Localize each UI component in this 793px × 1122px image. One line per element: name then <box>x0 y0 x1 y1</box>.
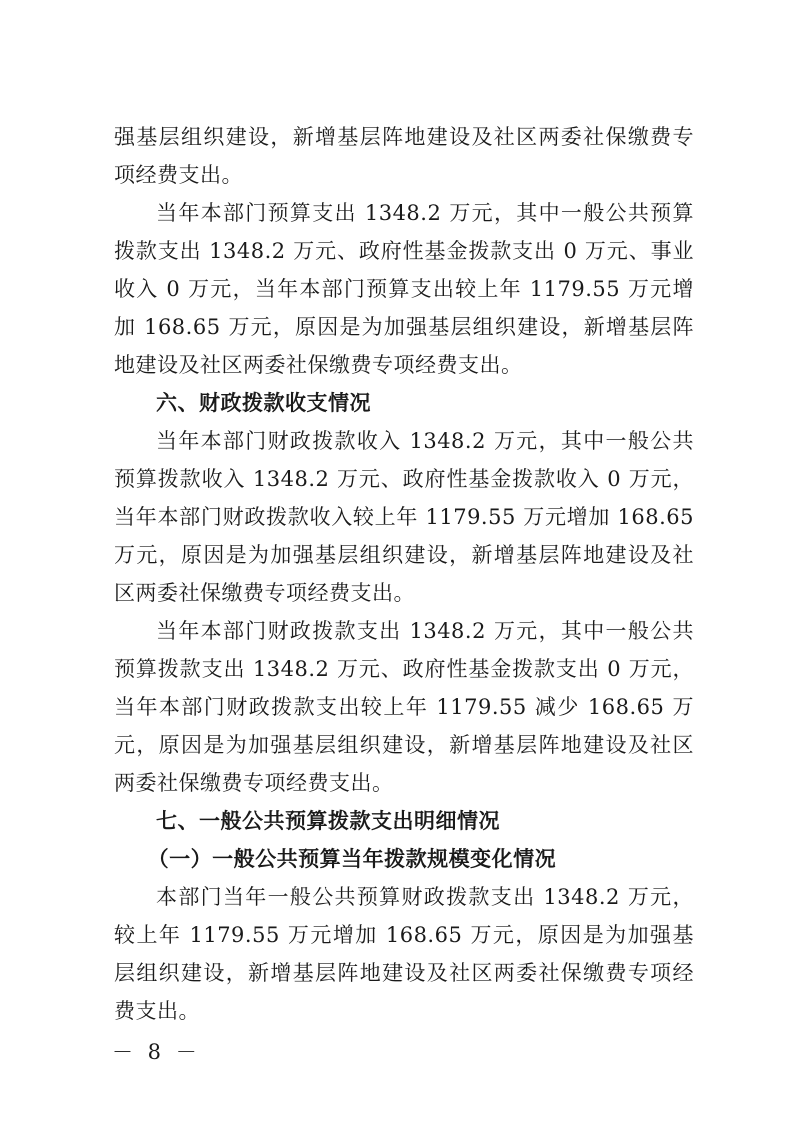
document-body <box>114 118 694 1030</box>
paragraph-continued: 强基层组织建设，新增基层阵地建设及社区两委社保缴费专项经费支出。 <box>114 125 694 187</box>
section-heading-6: 六、财政拨款收支情况 <box>156 391 371 415</box>
page-number: － 8 － <box>112 1040 201 1064</box>
paragraph-budget-expenditure: 当年本部门预算支出 1348.2 万元，其中一般公共预算拨款支出 1348.2 万元、政府性基金拨款支出 0 万元、事业收入 0 万元，当年本部门预算支出较上年 1179.55 万元增加 168.65 万元，原因是为加强基层组织建设，新增基层阵地建设及社区两委社保缴费专项经费支出。 <box>114 201 694 377</box>
paragraph-general-budget-change: 本部门当年一般公共预算财政拨款支出 1348.2 万元，较上年 1179.55 万元增加 168.65 万元，原因是为加强基层组织建设，新增基层阵地建设及社区两委社保缴费专项经费支出。 <box>114 885 694 1023</box>
subsection-heading-1: （一）一般公共预算当年拨款规模变化情况 <box>147 846 557 871</box>
section-heading-7: 七、一般公共预算拨款支出明细情况 <box>156 809 500 833</box>
paragraph-fiscal-income: 当年本部门财政拨款收入 1348.2 万元，其中一般公共预算拨款收入 1348.2 万元、政府性基金拨款收入 0 万元，当年本部门财政拨款收入较上年 1179.55 万元增加 168.65 万元，原因是为加强基层组织建设，新增基层阵地建设及社区两委社保缴费专项经费支出。 <box>114 429 694 605</box>
paragraph-fiscal-expenditure: 当年本部门财政拨款支出 1348.2 万元，其中一般公共预算拨款支出 1348.2 万元、政府性基金拨款支出 0 万元，当年本部门财政拨款支出较上年 1179.55 减少 168.65 万元，原因是为加强基层组织建设，新增基层阵地建设及社区两委社保缴费专项经费支出。 <box>114 619 694 795</box>
